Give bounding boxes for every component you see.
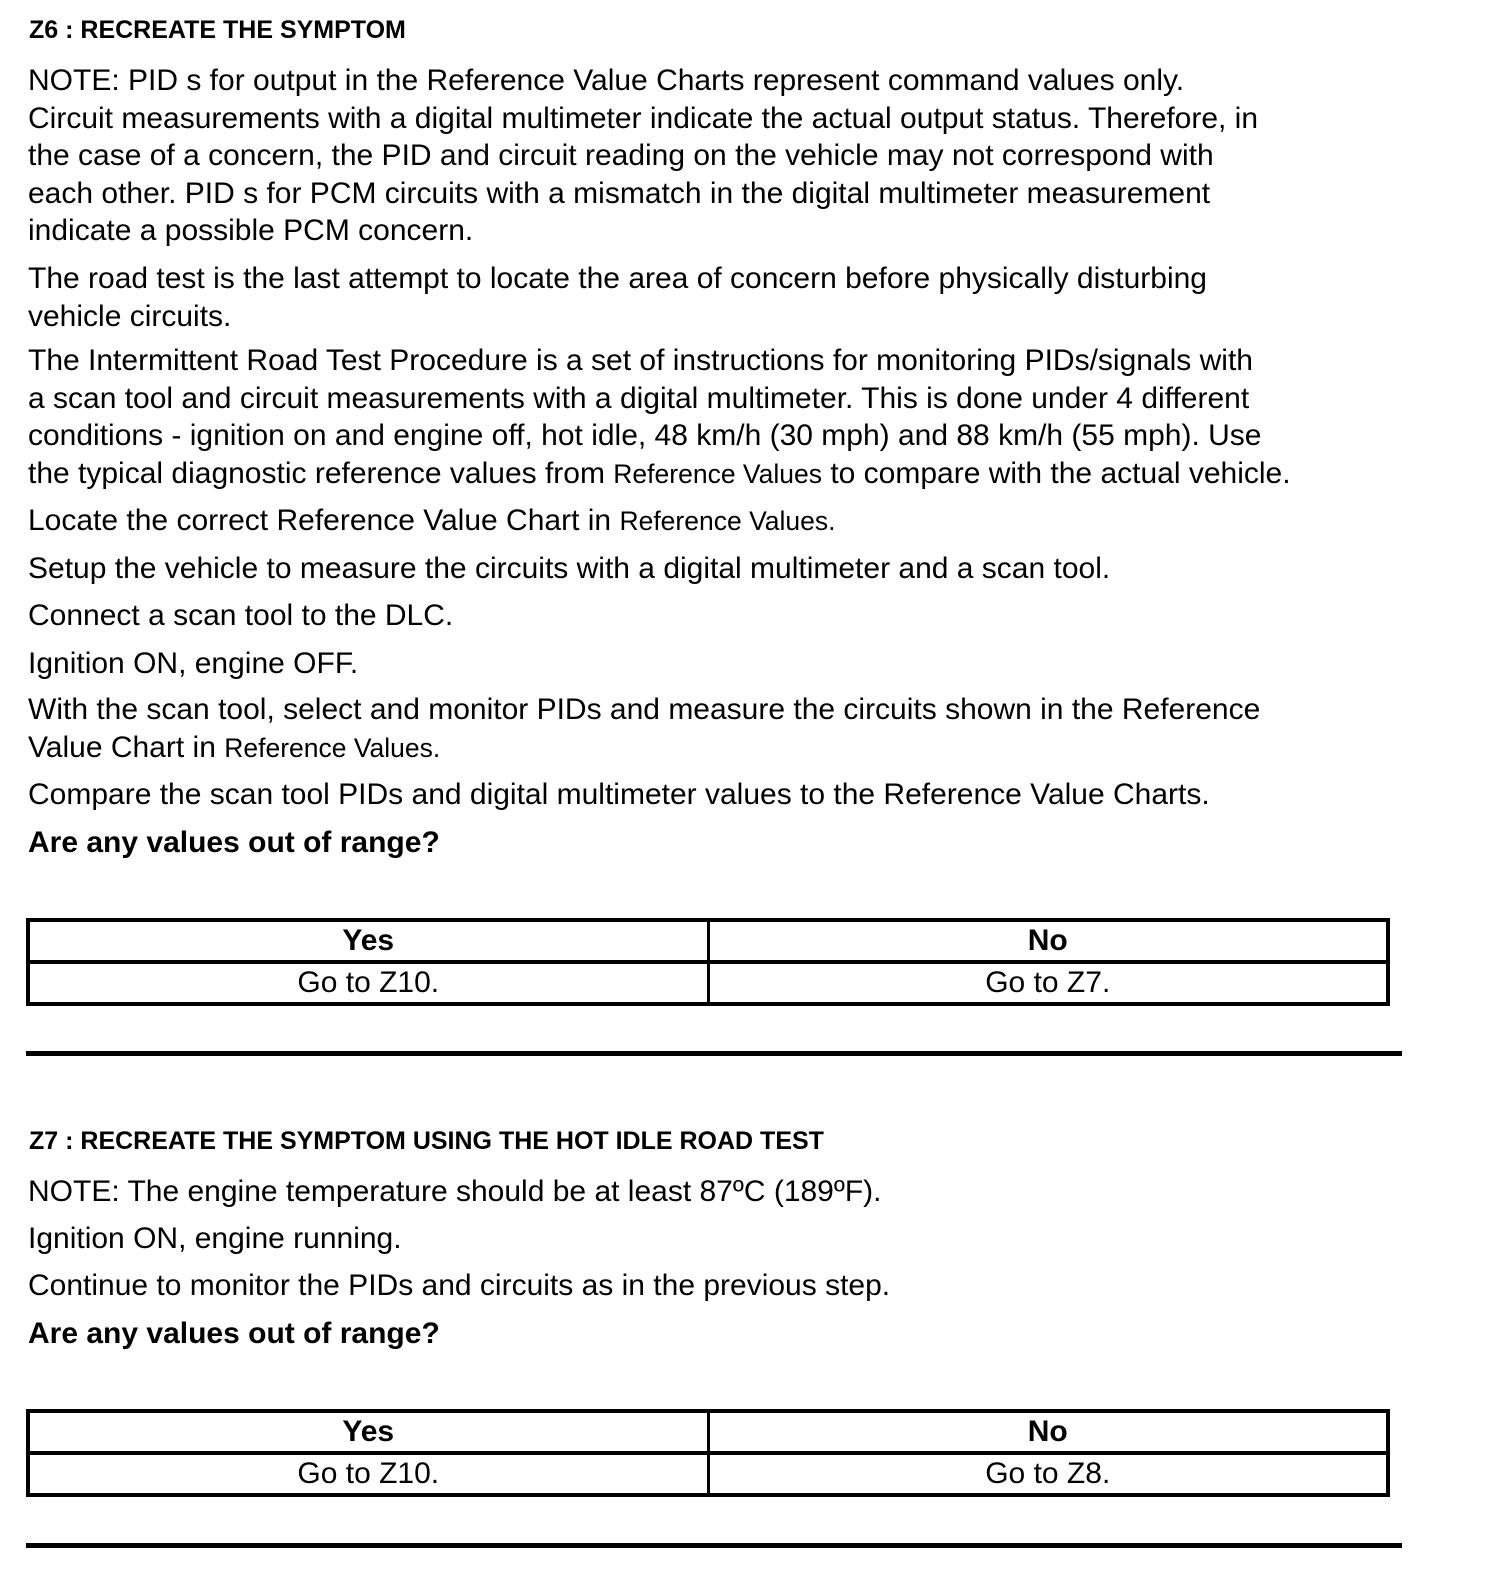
reference-values-link[interactable]: Reference Values [613, 458, 822, 489]
yes-header: Yes [28, 1411, 708, 1453]
z6-monitor-line: With the scan tool, select and monitor PIDs and measure the circuits shown in the Reference [28, 693, 1261, 726]
table-row [28, 1453, 1388, 1495]
z6-procedure-line: The Intermittent Road Test Procedure is a set of instructions for monitoring PIDs/signals with [28, 344, 1253, 377]
z6-locate-line [28, 502, 836, 541]
z6-monitor-paragraph [28, 691, 1260, 767]
text: Value Chart in [28, 730, 225, 764]
no-header: No [708, 1411, 1388, 1453]
z6-procedure-line: conditions - ignition on and engine off, hot idle, 48 km/h (30 mph) and 88 km/h (55 mph). Use [28, 419, 1262, 452]
z6-procedure-line: a scan tool and circuit measurements with a digital multimeter. This is done under 4 different [28, 381, 1250, 415]
z7-decision-table [26, 1409, 1390, 1497]
z6-note [28, 62, 1258, 250]
z7-question: Are any values out of range? [28, 1317, 440, 1350]
z6-note-line: Circuit measurements with a digital multimeter indicate the actual output status. Therefore, in [28, 101, 1259, 135]
table-header-row [28, 920, 1388, 962]
z6-procedure-paragraph [28, 342, 1291, 493]
z6-note-line: the case of a concern, the PID and circuit reading on the vehicle may not correspond with [28, 139, 1214, 172]
z7-ignition-line: Ignition ON, engine running. [28, 1222, 402, 1255]
reference-values-link[interactable]: Reference Values. [619, 506, 836, 536]
z7-step-title: Z7 : RECREATE THE SYMPTOM USING THE HOT IDLE ROAD TEST [29, 1127, 824, 1155]
z6-road-test-line: The road test is the last attempt to locate the area of concern before physically disturbing [28, 262, 1207, 295]
reference-values-link[interactable]: Reference Values. [224, 732, 441, 763]
z6-setup-line: Setup the vehicle to measure the circuits with a digital multimeter and a scan tool. [28, 552, 1111, 585]
z6-compare-line: Compare the scan tool PIDs and digital multimeter values to the Reference Value Charts. [28, 778, 1210, 811]
yes-header: Yes [28, 920, 708, 962]
yes-action-link[interactable]: Go to Z10. [28, 1453, 708, 1495]
z6-procedure-line [28, 455, 1291, 494]
section-divider [26, 1051, 1402, 1056]
z6-step-title: Z6 : RECREATE THE SYMPTOM [29, 16, 406, 44]
no-action-link[interactable]: Go to Z7. [708, 962, 1388, 1004]
section-divider [26, 1543, 1402, 1548]
table-header-row [28, 1411, 1388, 1453]
z6-ignition-line: Ignition ON, engine OFF. [28, 647, 359, 680]
yes-action-link[interactable]: Go to Z10. [28, 962, 708, 1004]
text: to compare with the actual vehicle. [821, 456, 1291, 490]
no-header: No [708, 920, 1388, 962]
z6-connect-line: Connect a scan tool to the DLC. [28, 599, 454, 632]
z6-road-test-paragraph [28, 260, 1207, 335]
z6-road-test-line: vehicle circuits. [28, 299, 232, 333]
z6-question: Are any values out of range? [28, 826, 440, 859]
z7-note-line: NOTE: The engine temperature should be at least 87ºC (189ºF). [28, 1175, 882, 1208]
no-action-link[interactable]: Go to Z8. [708, 1453, 1388, 1495]
text: Locate the correct Reference Value Chart in [28, 504, 620, 537]
z6-note-line: NOTE: PID s for output in the Reference Value Charts represent command values only. [28, 64, 1185, 97]
z6-note-line: each other. PID s for PCM circuits with a mismatch in the digital multimeter measurement [28, 176, 1211, 210]
z6-decision-table [26, 918, 1390, 1006]
table-row [28, 962, 1388, 1004]
z6-note-line: indicate a possible PCM concern. [28, 214, 474, 247]
z7-continue-line: Continue to monitor the PIDs and circuits as in the previous step. [28, 1269, 891, 1302]
z6-monitor-line [28, 729, 1260, 768]
text: the typical diagnostic reference values from [28, 456, 614, 490]
